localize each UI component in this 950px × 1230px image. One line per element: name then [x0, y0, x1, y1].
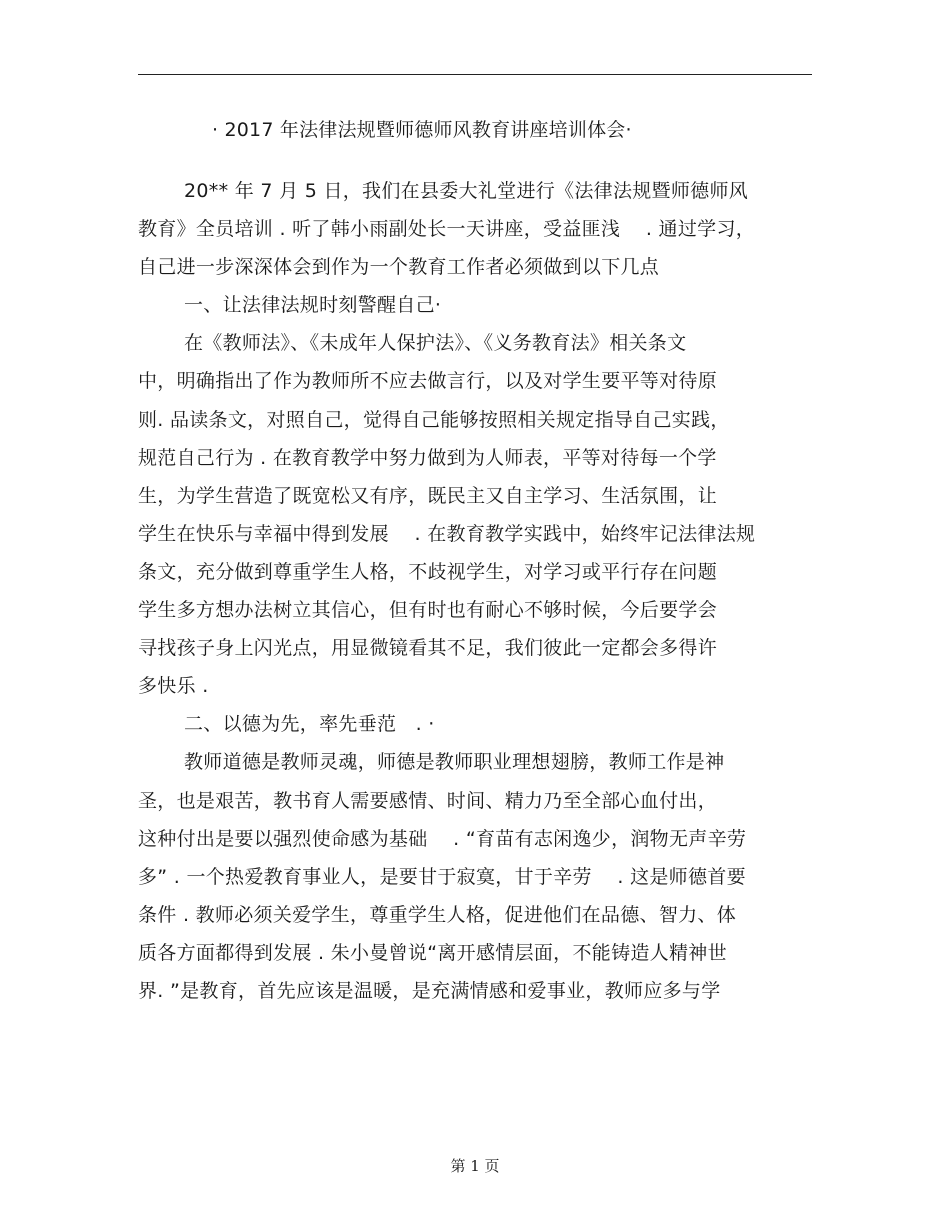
paragraph-line: 规范自己行为 . 在教育教学中努力做到为人师表，平等对待每一个学 [138, 446, 717, 469]
paragraph-line: 质各方面都得到发展 . 朱小曼曾说“离开感情层面，不能铸造人精神世 [138, 941, 727, 964]
paragraph-line: 这种付出是要以强烈使命感为基础 . “育苗有志闲逸少，润物无声辛劳 [138, 827, 747, 850]
paragraph-line: 在《教师法》、《未成年人保护法》、《义务教育法》相关条文 [184, 332, 687, 355]
paragraph-line: 中，明确指出了作为教师所不应去做言行，以及对学生要平等对待原 [138, 370, 718, 393]
paragraph-line: 教育》全员培训 . 听了韩小雨副处长一天讲座，受益匪浅 . 通过学习， [138, 218, 756, 241]
section-heading: 一、让法律法规时刻警醒自己· [184, 294, 442, 317]
paragraph-line: 学生在快乐与幸福中得到发展 . 在教育教学实践中，始终牢记法律法规 [138, 522, 756, 545]
paragraph-line: 生，为学生营造了既宽松又有序，既民主又自主学习、生活氛围，让 [138, 484, 718, 507]
document-body [138, 172, 818, 1010]
paragraph-line: 条文，充分做到尊重学生人格，不歧视学生，对学习或平行存在问题 [138, 560, 718, 583]
paragraph-line: 多” . 一个热爱教育事业人，是要甘于寂寞，甘于辛劳 . 这是师德首要 [138, 865, 746, 888]
section-heading: 二、以德为先，率先垂范 . · [184, 713, 435, 736]
paragraph-line: 界. ”是教育，首先应该是温暖，是充满情感和爱事业，教师应多与学 [138, 979, 721, 1002]
header-rule [138, 74, 812, 75]
paragraph-line: 寻找孩子身上闪光点，用显微镜看其不足，我们彼此一定都会多得许 [138, 637, 718, 660]
paragraph-line: 条件 . 教师必须关爱学生，尊重学生人格，促进他们在品德、智力、体 [138, 903, 737, 926]
paragraph-line: 学生多方想办法树立其信心，但有时也有耐心不够时候，今后要学会 [138, 599, 718, 622]
paragraph-line: 教师道德是教师灵魂，师德是教师职业理想翅膀，教师工作是神 [184, 751, 725, 774]
paragraph-line: 圣，也是艰苦，教书育人需要感情、时间、精力乃至全部心血付出， [138, 789, 718, 812]
document-title: · 2017 年法律法规暨师德师风教育讲座培训体会· [212, 119, 632, 141]
paragraph-line: 20** 年 7 月 5 日，我们在县委大礼堂进行《法律法规暨师德师风 [184, 180, 749, 202]
paragraph-line: 则. 品读条文，对照自己，觉得自己能够按照相关规定指导自己实践， [138, 408, 730, 431]
paragraph-line: 多快乐 . [138, 675, 209, 698]
page-number: 第 1 页 [450, 1157, 500, 1175]
paragraph-line: 自己进一步深深体会到作为一个教育工作者必须做到以下几点 [138, 256, 660, 279]
